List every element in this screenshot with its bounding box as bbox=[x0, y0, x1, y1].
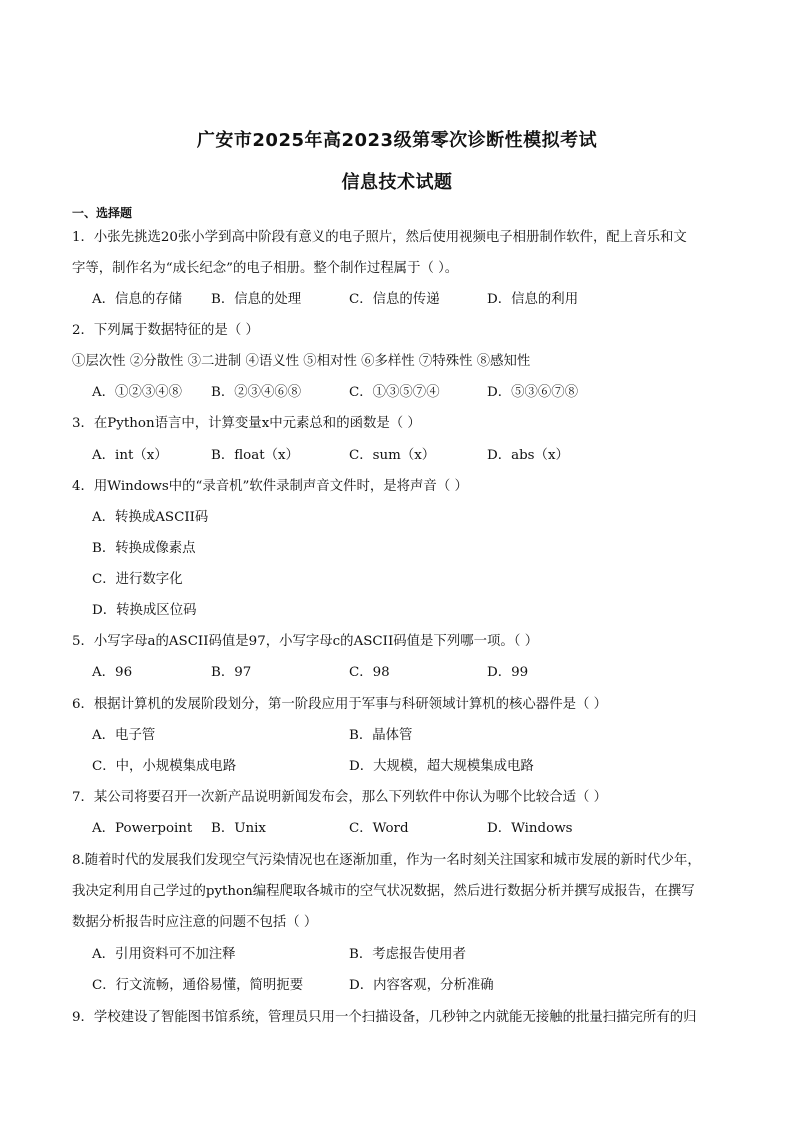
question-2-option-c: C．①③⑤⑦④ bbox=[349, 385, 440, 400]
question-4-option-a: A．转换成ASCII码 bbox=[92, 510, 209, 525]
question-7-stem: 7．某公司将要召开一次新产品说明新闻发布会，那么下列软件中你认为哪个比较合适（ ） bbox=[72, 790, 608, 805]
question-5-stem: 5．小写字母a的ASCII码值是97，小写字母c的ASCII码值是下列哪一项。（ ） bbox=[72, 634, 539, 649]
question-6-option-d: D．大规模，超大规模集成电路 bbox=[349, 759, 534, 774]
question-8-stem-line-2: 我决定利用自己学过的python编程爬取各城市的空气状况数据，然后进行数据分析并撰写成报告，在撰写 bbox=[72, 884, 695, 899]
exam-title: 广安市2025年高2023级第零次诊断性模拟考试 bbox=[196, 130, 598, 151]
question-2-option-a: A．①②③④⑧ bbox=[92, 385, 183, 400]
question-1-option-c: C．信息的传递 bbox=[349, 292, 440, 307]
question-3-stem: 3．在Python语言中，计算变量x中元素总和的函数是（ ） bbox=[72, 416, 421, 431]
question-6-stem: 6．根据计算机的发展阶段划分，第一阶段应用于军事与科研领域计算机的核心器件是（ ） bbox=[72, 697, 608, 712]
question-3-option-b: B．float（x） bbox=[211, 448, 299, 463]
question-3-option-d: D．abs（x） bbox=[487, 448, 569, 463]
question-5-option-c: C．98 bbox=[349, 665, 390, 680]
question-4-option-d: D．转换成区位码 bbox=[92, 603, 197, 618]
section-heading: 一、选择题 bbox=[72, 206, 133, 220]
question-7-option-b: B．Unix bbox=[211, 821, 266, 836]
question-4-option-b: B．转换成像素点 bbox=[92, 541, 196, 556]
question-8-option-d: D．内容客观，分析准确 bbox=[349, 978, 494, 993]
question-2-stem: 2．下列属于数据特征的是（ ） bbox=[72, 323, 259, 338]
question-8-option-a: A．引用资料可不加注释 bbox=[92, 947, 236, 962]
question-1-option-d: D．信息的利用 bbox=[487, 292, 579, 307]
question-5-option-b: B．97 bbox=[211, 665, 252, 680]
question-7-option-a: A．Powerpoint bbox=[92, 821, 193, 836]
question-7-option-d: D．Windows bbox=[487, 821, 573, 836]
question-8-stem-line-1: 8.随着时代的发展我们发现空气污染情况也在逐渐加重，作为一名时刻关注国家和城市发展的新时代少年， bbox=[72, 853, 701, 868]
question-1-stem-line-1: 1．小张先挑选20张小学到高中阶段有意义的电子照片，然后使用视频电子相册制作软件，配上音乐和文 bbox=[72, 230, 687, 245]
question-8-option-c: C．行文流畅，通俗易懂，简明扼要 bbox=[92, 978, 304, 993]
question-6-option-b: B．晶体管 bbox=[349, 728, 413, 743]
question-4-option-c: C．进行数字化 bbox=[92, 572, 183, 587]
question-1-stem-line-2: 字等，制作名为“成长纪念”的电子相册。整个制作过程属于（ ）。 bbox=[72, 261, 459, 276]
question-2-option-d: D．⑤③⑥⑦⑧ bbox=[487, 385, 579, 400]
question-8-option-b: B．考虑报告使用者 bbox=[349, 947, 466, 962]
question-9-stem-line-1: 9．学校建设了智能图书馆系统，管理员只用一个扫描设备，几秒钟之内就能无接触的批量扫描完所有的归 bbox=[72, 1010, 697, 1025]
question-4-stem: 4．用Windows中的“录音机”软件录制声音文件时，是将声音（ ） bbox=[72, 479, 468, 494]
question-6-option-c: C．中，小规模集成电路 bbox=[92, 759, 237, 774]
exam-subject-title: 信息技术试题 bbox=[341, 172, 453, 193]
question-6-option-a: A．电子管 bbox=[92, 728, 156, 743]
question-1-option-b: B．信息的处理 bbox=[211, 292, 302, 307]
question-5-option-a: A．96 bbox=[92, 665, 133, 680]
question-2-option-b: B．②③④⑥⑧ bbox=[211, 385, 302, 400]
question-3-option-a: A．int（x） bbox=[92, 448, 168, 463]
question-7-option-c: C．Word bbox=[349, 821, 409, 836]
question-8-stem-line-3: 数据分析报告时应注意的问题不包括（ ） bbox=[72, 915, 318, 930]
question-2-feature-list: ①层次性 ②分散性 ③二进制 ④语义性 ⑤相对性 ⑥多样性 ⑦特殊性 ⑧感知性 bbox=[72, 354, 531, 369]
question-1-option-a: A．信息的存储 bbox=[92, 292, 183, 307]
question-5-option-d: D．99 bbox=[487, 665, 529, 680]
question-3-option-c: C．sum（x） bbox=[349, 448, 436, 463]
